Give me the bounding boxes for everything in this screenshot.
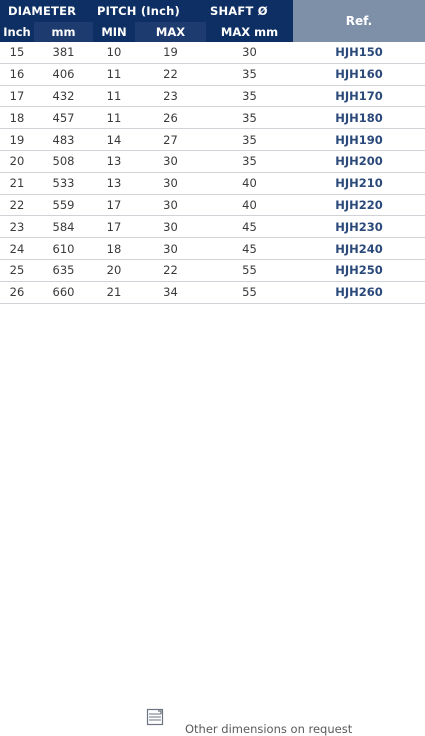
table-cell-ref: HJH260 — [293, 282, 425, 304]
table-cell-shaft: 35 — [206, 129, 293, 151]
table-cell-min: 11 — [93, 86, 135, 108]
table-cell-shaft: 35 — [206, 64, 293, 86]
table-cell-mm: 483 — [34, 129, 93, 151]
table-cell-mm: 660 — [34, 282, 93, 304]
table-cell-ref: HJH180 — [293, 107, 425, 129]
table-cell-shaft: 45 — [206, 216, 293, 238]
table-cell-ref: HJH250 — [293, 260, 425, 282]
table-cell-shaft: 35 — [206, 107, 293, 129]
table-cell-max: 30 — [135, 216, 206, 238]
table-cell-max: 30 — [135, 151, 206, 173]
table-body — [0, 42, 425, 304]
table-cell-ref: HJH170 — [293, 86, 425, 108]
table-cell-inch: 17 — [0, 86, 34, 108]
table-cell-shaft: 35 — [206, 151, 293, 173]
table-cell-shaft: 55 — [206, 282, 293, 304]
table-cell-inch: 20 — [0, 151, 34, 173]
table-cell-inch: 23 — [0, 216, 34, 238]
subheader-max: MAX — [135, 22, 206, 42]
table-cell-max: 26 — [135, 107, 206, 129]
table-cell-max: 34 — [135, 282, 206, 304]
table-cell-ref: HJH150 — [293, 42, 425, 64]
table-cell-min: 18 — [93, 238, 135, 260]
table-cell-inch: 18 — [0, 107, 34, 129]
table-cell-min: 11 — [93, 107, 135, 129]
header-ref: Ref. — [293, 0, 425, 42]
table-cell-ref: HJH190 — [293, 129, 425, 151]
table-cell-min: 20 — [93, 260, 135, 282]
table-footer — [0, 345, 425, 736]
table-cell-mm: 584 — [34, 216, 93, 238]
table-cell-shaft: 30 — [206, 42, 293, 64]
table-cell-ref: HJH240 — [293, 238, 425, 260]
table-cell-ref: HJH160 — [293, 64, 425, 86]
subheader-mm: mm — [34, 22, 93, 42]
table-cell-inch: 19 — [0, 129, 34, 151]
table-cell-max: 19 — [135, 42, 206, 64]
table-cell-min: 17 — [93, 195, 135, 217]
table-cell-mm: 381 — [34, 42, 93, 64]
table-cell-mm: 406 — [34, 64, 93, 86]
table-cell-max: 30 — [135, 173, 206, 195]
table-cell-shaft: 35 — [206, 86, 293, 108]
table-cell-min: 11 — [93, 64, 135, 86]
table-cell-min: 21 — [93, 282, 135, 304]
table-cell-inch: 25 — [0, 260, 34, 282]
table-cell-max: 30 — [135, 238, 206, 260]
table-cell-inch: 16 — [0, 64, 34, 86]
subheader-min: MIN — [93, 22, 135, 42]
table-cell-min: 14 — [93, 129, 135, 151]
header-pitch: PITCH (Inch) — [93, 0, 206, 22]
table-cell-ref: HJH230 — [293, 216, 425, 238]
table-cell-ref: HJH220 — [293, 195, 425, 217]
table-cell-shaft: 45 — [206, 238, 293, 260]
header-shaft: SHAFT Ø — [206, 0, 293, 22]
subheader-max-mm: MAX mm — [206, 22, 293, 42]
table-cell-min: 13 — [93, 173, 135, 195]
table-cell-inch: 24 — [0, 238, 34, 260]
table-cell-max: 23 — [135, 86, 206, 108]
table-cell-mm: 610 — [34, 238, 93, 260]
table-cell-min: 17 — [93, 216, 135, 238]
table-cell-inch: 21 — [0, 173, 34, 195]
table-cell-max: 30 — [135, 195, 206, 217]
table-cell-ref: HJH200 — [293, 151, 425, 173]
header-diameter: DIAMETER — [0, 0, 93, 22]
table-cell-mm: 635 — [34, 260, 93, 282]
table-header — [0, 0, 425, 42]
table-cell-mm: 432 — [34, 86, 93, 108]
table-cell-inch: 26 — [0, 282, 34, 304]
table-cell-min: 13 — [93, 151, 135, 173]
table-cell-shaft: 40 — [206, 173, 293, 195]
table-cell-shaft: 40 — [206, 195, 293, 217]
table-cell-max: 22 — [135, 64, 206, 86]
table-cell-inch: 15 — [0, 42, 34, 64]
table-cell-min: 10 — [93, 42, 135, 64]
drawing-dimension-icon — [146, 708, 164, 726]
table-cell-ref: HJH210 — [293, 173, 425, 195]
table-cell-max: 27 — [135, 129, 206, 151]
table-cell-inch: 22 — [0, 195, 34, 217]
table-cell-mm: 533 — [34, 173, 93, 195]
table-cell-mm: 457 — [34, 107, 93, 129]
table-cell-shaft: 55 — [206, 260, 293, 282]
table-cell-mm: 508 — [34, 151, 93, 173]
subheader-inch: Inch — [0, 22, 34, 42]
dimensions-note: Other dimensions on request — [185, 722, 353, 736]
table-cell-mm: 559 — [34, 195, 93, 217]
table-cell-max: 22 — [135, 260, 206, 282]
